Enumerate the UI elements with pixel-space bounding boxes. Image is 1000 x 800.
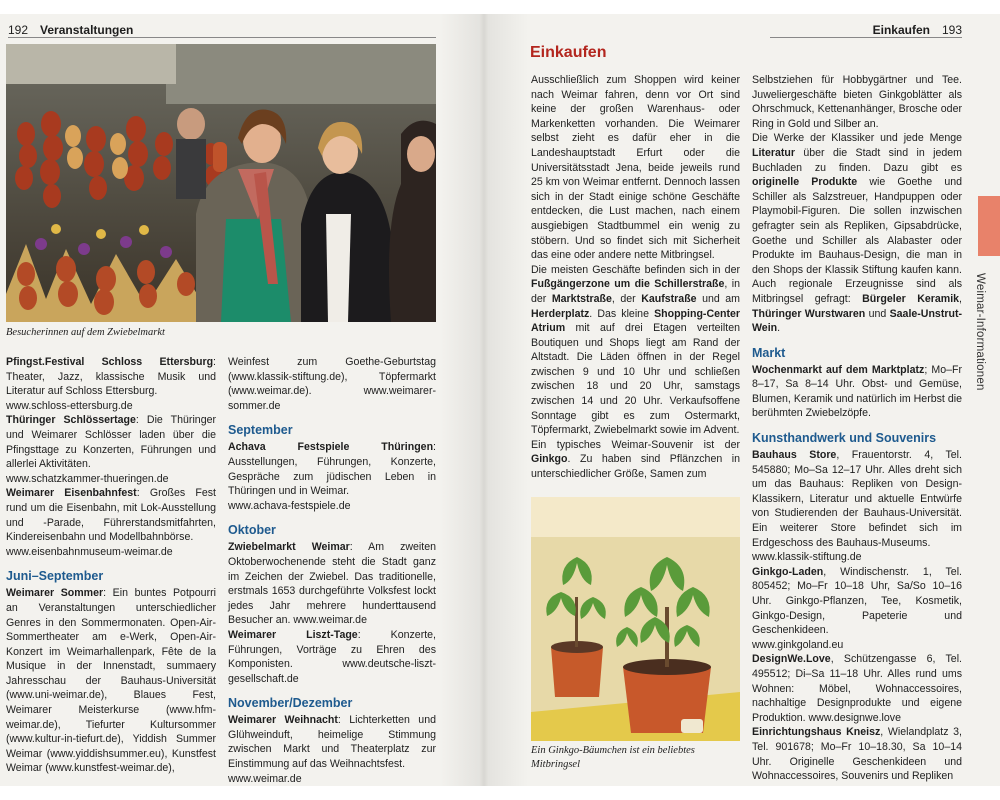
entry-name: Weimarer Sommer — [6, 587, 104, 600]
bold-term: Herderplatz — [531, 307, 590, 320]
onion-market-illustration — [6, 44, 436, 322]
subsection-heading: November/Dezember — [228, 696, 353, 711]
entry-name: Weimarer Eisenbahnfest — [6, 487, 137, 500]
entry-text: : Ein buntes Potpourri an Veranstaltungen unterschiedlicher Genres in den Sommermonaten. Open-Air-Sommertheater am e-Werk, Open-Air-Konzert im Weimarhallenpark, Fête de la Musique in der Innenstadt, summaery Jahresschau der Bauhaus-Universität (www.uni-weimar.de), Blaues Fest, Weimarer Meisterkurse (www.hfm-weimar.de), Tiefurter Kultursommer (www.kultur-in-tiefurt.de), Yiddish Summer Weimar (www.yiddishsummer.eu), Kunstfest Weimar (www.kunstfest-weimar.de), — [6, 587, 216, 775]
text-run: , der — [611, 292, 642, 305]
right-column-2 — [752, 73, 962, 784]
paragraph — [752, 448, 962, 550]
onion-photo-caption: Besucherinnen auf dem Zwiebelmarkt — [6, 327, 165, 338]
bold-term: Ginkgo — [531, 453, 568, 466]
right-running-head — [770, 20, 962, 38]
paragraph — [228, 628, 436, 686]
text-run: Ein typisches Weimar-Souvenir ist der — [531, 438, 740, 451]
entry-name: DesignWe.Love — [752, 653, 831, 666]
paragraph — [6, 472, 216, 487]
book-gutter — [440, 14, 528, 786]
entry-text: www.ginkgoland.eu — [752, 638, 844, 651]
text-run: , — [959, 292, 962, 305]
left-running-head — [8, 20, 436, 38]
bold-term: Shopping-Center Atrium — [531, 307, 740, 335]
entry-text: www.schatzkammer-thueringen.de — [6, 472, 169, 485]
entry-text: www.klassik-stiftung.de — [752, 551, 862, 564]
text-run: und am — [696, 292, 740, 305]
bold-term: Marktstraße — [551, 292, 612, 305]
entry-text: www.schloss-ettersburg.de — [6, 399, 133, 412]
paragraph — [752, 725, 962, 783]
paragraph — [6, 486, 216, 544]
chapter-side-label — [962, 262, 998, 402]
left-column-2 — [228, 355, 436, 786]
paragraph — [531, 73, 740, 263]
entry-text: : Die Thüringer und Weimarer Schlösser laden über die Pfingsttage zu Konzerten, Führungen und allerlei Aktivitäten. — [6, 414, 217, 471]
text-run: und — [865, 307, 890, 320]
paragraph — [228, 499, 436, 514]
entry-text: Selbstziehen für Hobbygärtner und Tee. Juweliergeschäfte bieten Ginkgoblätter als Ohrschmuck, Kettenanhänger, Brosche oder Ring in Gold und Silber an. — [752, 74, 962, 130]
onion-market-photo — [6, 44, 436, 322]
subsection-heading: September — [228, 423, 293, 438]
entry-name: Zwiebelmarkt Weimar — [228, 541, 350, 554]
chapter-side-label-text: Weimar-Informationen — [974, 273, 986, 391]
paragraph — [752, 363, 962, 421]
left-running-head-title: Veranstaltungen — [40, 23, 134, 37]
right-running-head-title: Einkaufen — [872, 23, 930, 37]
entry-text: Ausschließlich zum Shoppen wird keiner nach Weimar fahren, denn vor Ort sind keine der großen Warenhaus- oder Markenketten vorhanden. Die Weimarer selbst zieht es dafür eher in die Landeshauptstadt Erfurt oder die Universitätsstadt Jena, beide jeweils rund 25 km von Weimar entfernt. Dennoch lassen sich in der Stadt einige schöne Geschäfte entdecken, die Lust machen, nach einem ausgiebigen Stadtbummel ein wenig zu stöbern. Und so findet sich mit Sicherheit das eine oder andere nette Mitbringsel. — [531, 74, 740, 262]
paragraph — [6, 413, 216, 471]
paragraph — [752, 652, 962, 725]
entry-text: Weinfest zum Goethe-Geburtstag (www.klassik-stiftung.de), Töpfermarkt (www.weimar.de). www.weimarer-sommer.de — [228, 356, 436, 412]
text-run: wie Goethe und Schiller als Salzstreuer, Handpuppen oder Playmobil-Figuren. Die sollen inzwischen gefragter sein als Repliken, Gipsabdrücke, Goethe und Schiller als Alabaster oder Produkte im Bauhaus-Design, die man in den Shops der Klassik Stiftung kaufen kann. Auch regionale Erzeugnisse sind als Mitbringsel gefragt: — [752, 176, 962, 305]
paragraph — [228, 540, 436, 628]
paragraph — [6, 355, 216, 399]
paragraph — [752, 565, 962, 638]
entry-name: Weimarer Liszt-Tage — [228, 628, 358, 641]
paragraph — [228, 440, 436, 498]
left-column-1 — [6, 355, 216, 776]
entry-text: : Großes Fest rund um die Eisenbahn, mit Lok-Ausstellung und -Parade, Führerstandsmitfahrten, Kindereisenbahn und Modellbahnbörse. — [6, 487, 216, 544]
paragraph — [228, 355, 436, 413]
entry-name: Weimarer Weihnacht — [228, 714, 338, 727]
subsection-heading: Kunsthandwerk und Souvenirs — [752, 431, 937, 446]
section-title: Einkaufen — [530, 44, 607, 61]
bold-term: Fußgängerzone um die Schillerstraße — [531, 278, 725, 291]
entry-text: , Wielandplatz 3, Tel. 901678; Mo–Fr 10–18.30, Sa 10–14 Uhr. Originelle Geschenkideen und Wohnaccessoires, Souvenirs und Repliken — [752, 726, 962, 783]
entry-text: : Am zweiten Oktoberwochenende steht die Stadt ganz im Zeichen der Zwiebel. Das traditionelle, erstmals 1653 durchgeführte Volksfest lockt jedes Jahr mehrere hunderttausend Besucher an. www.weimar.de — [228, 541, 436, 627]
subsection-heading: Markt — [752, 345, 786, 360]
paragraph — [752, 131, 962, 335]
text-run: Die Werke der Klassiker und jede Menge — [752, 132, 962, 145]
bold-term: originelle Produkte — [752, 176, 858, 189]
entry-text: www.weimar.de — [228, 772, 302, 785]
ginkgo-photo-caption: Ein Ginkgo-Bäumchen ist ein beliebtes Mitbringsel — [531, 745, 695, 770]
subsection-heading: Juni–September — [6, 569, 104, 584]
entry-text: : Lichterketten und Glühweinduft, heimelige Stimmung zwischen Markt und Theaterplatz zur Einstimmung auf das Weihnachtsfest. — [228, 714, 436, 771]
ginkgo-illustration — [531, 497, 740, 741]
right-page-number: 193 — [941, 23, 962, 37]
paragraph — [228, 772, 436, 787]
paragraph — [752, 73, 962, 131]
entry-text: : Theater, Jazz, klassische Musik und Literatur auf Schloss Ettersburg. — [6, 356, 216, 398]
text-run: . Zu haben sind Pflänzchen in unterschiedlicher Größe, Samen zum — [531, 453, 740, 481]
entry-text: , Schützengasse 6, Tel. 495512; Di–Sa 11–18 Uhr. Alles rund ums Wohnen: Möbel, Wohnaccessoires, nachhaltige Designprodukte und eigene Produktion. www.designwe.love — [752, 653, 962, 724]
paragraph — [228, 713, 436, 771]
paragraph — [531, 263, 740, 438]
subsection-heading: Oktober — [228, 523, 276, 538]
entry-text: www.achava-festspiele.de — [228, 499, 351, 512]
ginkgo-photo — [531, 497, 740, 741]
right-column-1 — [531, 73, 740, 482]
entry-name: Thüringer Schlössertage — [6, 414, 136, 427]
left-page-number: 192 — [8, 23, 29, 37]
text-run: mit auf drei Etagen verteilten Boutiquen und Shops liegt am Rand der Altstadt. Die Läden öffnen in der Regel zwischen 9 und 10 Uhr und schließen zwischen 18 und 20 Uhr, samstags zwischen 14 und 20 Uhr. Verkaufsoffene Sonntage gibt es zum Ostermarkt, Töpfermarkt, Zwiebelmarkt sowie im Advent. — [531, 322, 740, 437]
entry-text: , Frauentorstr. 4, Tel. 545880; Mo–Sa 12–17 Uhr. Alles dreht sich um das Bauhaus: Repliken von Design-Klassikern, Literatur und aktuelle Entwürfe von Studierenden der Bauhaus-Universität. Ein weiterer Store befindet sich im Erdgeschoss des Bauhaus-Museums. — [752, 449, 962, 549]
text-run: . — [777, 322, 781, 335]
paragraph — [6, 399, 216, 414]
paragraph — [531, 438, 740, 482]
bold-term: Bürgeler Keramik — [862, 292, 960, 305]
entry-name: Ginkgo-Laden — [752, 565, 824, 578]
entry-name: Bauhaus Store — [752, 449, 837, 462]
bold-term: Literatur — [752, 146, 795, 159]
entry-text: www.eisenbahnmuseum-weimar.de — [6, 545, 173, 558]
text-run: . Das kleine — [589, 307, 655, 320]
entry-text: , Windischenstr. 1, Tel. 805452; Mo–Fr 10–18 Uhr, Sa/So 10–16 Uhr. Ginkgo-Pflanzen, Tee, Kosmetik, Ginkgo-Design, Papeterie und Geschenkideen. — [752, 565, 962, 637]
entry-text: : Ausstellungen, Führungen, Konzerte, Gespräche zum jüdischen Leben in Thüringen und in Weimar. — [228, 441, 436, 498]
paragraph — [752, 638, 962, 653]
entry-name: Einrichtungshaus Kneisz — [752, 726, 881, 739]
entry-text: : Konzerte, Führungen, Vorträge zu Ehren des Komponisten. www.deutsche-liszt-gesellschaft.de — [228, 628, 436, 685]
text-run: Die meisten Geschäfte befinden sich in der — [531, 263, 740, 276]
bold-term: Saale-Unstrut-Wein — [752, 307, 962, 335]
bold-term: Thüringer Wurstwaren — [752, 307, 866, 320]
bold-term: Kaufstraße — [641, 292, 697, 305]
chapter-tab-marker — [978, 196, 1000, 256]
text-run: , in der — [531, 278, 740, 305]
entry-name: Pfingst.Festival Schloss Ettersburg — [6, 356, 214, 368]
paragraph — [6, 586, 216, 776]
paragraph — [752, 550, 962, 565]
text-run: über die Stadt sind in jedem Buchladen zu finden. Dazu gibt es — [752, 146, 962, 174]
entry-text: ; Mo–Fr 8–17, Sa 8–14 Uhr. Obst- und Gemüse, Blumen, Keramik und natürlich im Herbst die berühmten Zwiebelzöpfe. — [752, 363, 962, 420]
entry-name: Achava Festspiele Thüringen — [228, 441, 434, 454]
paragraph — [6, 545, 216, 560]
entry-name: Wochenmarkt auf dem Marktplatz — [752, 363, 925, 376]
